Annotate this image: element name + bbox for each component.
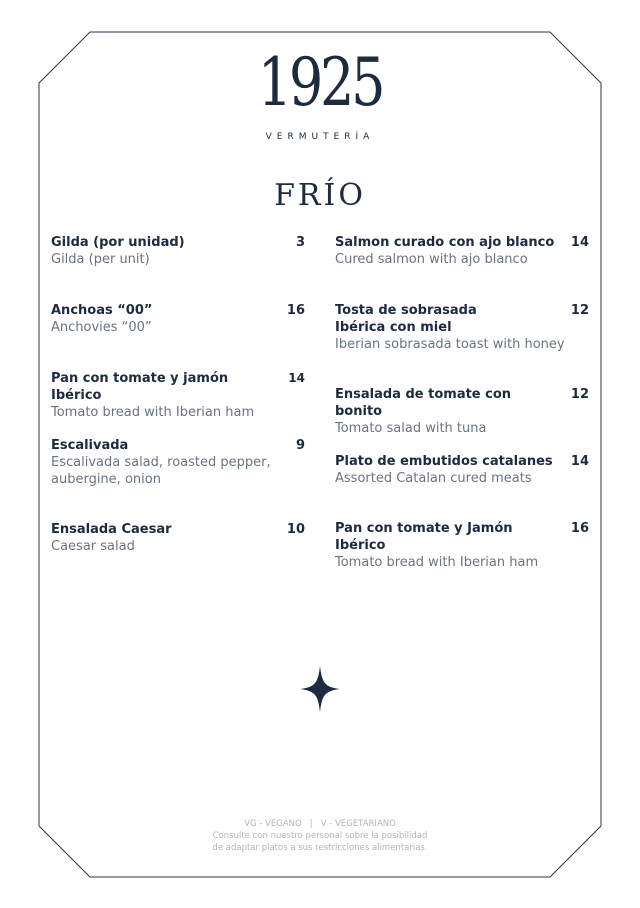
menu-item-name: Anchoas “00” xyxy=(51,303,153,318)
footer-note-line-2: de adaptar platos a sus restricciones alimentarias. xyxy=(212,843,428,853)
menu-item xyxy=(51,302,305,370)
menu-item-description: Anchovies “00” xyxy=(51,320,152,335)
menu-item-description: Iberian sobrasada toast with honey xyxy=(335,337,565,352)
menu-column-left xyxy=(51,234,305,555)
menu-item-price: 14 xyxy=(570,454,589,469)
menu-item-price: 3 xyxy=(295,235,305,250)
menu-item-name: Tosta de sobrasada Ibérica con miel xyxy=(335,303,477,335)
menu-item-description: Caesar salad xyxy=(51,539,135,554)
menu-item-name: Pan con tomate y jamón Ibérico xyxy=(51,371,229,403)
menu-item-price: 16 xyxy=(570,521,589,536)
menu-item xyxy=(51,521,305,555)
menu-item-name: Gilda (por unidad) xyxy=(51,235,185,250)
menu-item xyxy=(335,234,589,302)
menu-item-price: 9 xyxy=(295,438,305,453)
menu-item-description: Assorted Catalan cured meats xyxy=(335,471,532,486)
brand-logo: 1925 xyxy=(257,44,383,121)
menu-item xyxy=(335,520,589,571)
menu-item-price: 12 xyxy=(570,387,589,402)
menu-item xyxy=(51,437,305,521)
footer-note-line-1: Consulte con nuestro personal sobre la posibilidad xyxy=(212,831,428,841)
menu-item-description: Escalivada salad, roasted pepper, aubergine, onion xyxy=(51,455,271,487)
menu-item xyxy=(335,453,589,520)
menu-item-description: Tomato bread with Iberian ham xyxy=(335,555,539,570)
menu-item-name: Ensalada Caesar xyxy=(51,522,172,537)
menu-item-name: Salmon curado con ajo blanco xyxy=(335,235,555,250)
menu-item xyxy=(51,234,305,302)
menu-item-description: Tomato salad with tuna xyxy=(335,421,487,436)
star-ornament-icon xyxy=(300,666,340,712)
menu-item-price: 14 xyxy=(288,371,305,385)
menu-item xyxy=(51,370,305,437)
brand-subtitle: VERMUTERÍA xyxy=(265,132,375,142)
menu-item-name: Pan con tomate y Jamón Ibérico xyxy=(335,521,513,553)
menu-item-name: Plato de embutidos catalanes xyxy=(335,454,553,469)
menu-item-description: Tomato bread with Iberian ham xyxy=(51,405,255,420)
menu-item-name: Ensalada de tomate con bonito xyxy=(335,387,512,419)
diet-legend: VG - VEGANO | V - VEGETARIANO xyxy=(244,819,396,829)
menu-item-price: 12 xyxy=(570,303,589,318)
menu-item-description: Cured salmon with ajo blanco xyxy=(335,252,528,267)
menu-item-price: 16 xyxy=(286,303,305,318)
footer-notes xyxy=(0,818,640,854)
menu-item-price: 10 xyxy=(286,522,305,537)
section-title: FRÍO xyxy=(274,178,366,213)
menu-column-right xyxy=(335,234,589,571)
menu-item-price: 14 xyxy=(570,235,589,250)
menu-item xyxy=(335,302,589,386)
menu-item xyxy=(335,386,589,453)
menu-item-description: Gilda (per unit) xyxy=(51,252,150,267)
menu-item-name: Escalivada xyxy=(51,438,129,453)
